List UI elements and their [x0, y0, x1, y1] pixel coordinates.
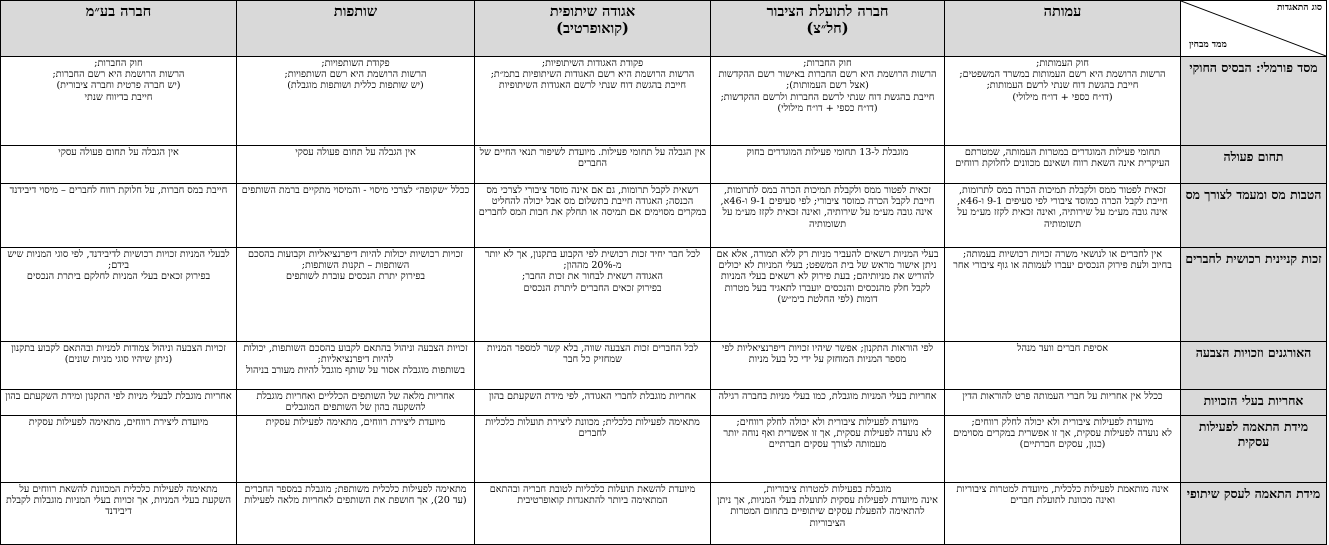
row-header: מידת התאמה לפעילות עסקית: [1181, 416, 1327, 483]
cell-text-line: הרשות הרושמת היא רשם האגודות השיתופיות בתמ״ת;: [490, 69, 695, 81]
cell-text-line: אין הגבלה על תחום פעולה עסקי: [295, 147, 416, 158]
column-subtitle: (קואופרטיב): [556, 20, 629, 37]
cell-text-line: לפי הוראות התקנון; אפשר שיהיו זכויות דיפרנציאליות לפי מספר המניות המוחזק על ידי כל בעל מניות: [721, 343, 934, 366]
table-cell-partnership: [237, 416, 475, 483]
cell-text-line: בפירוק זכאים בעלי המניות לחלקם ביתרת הנכסים: [26, 271, 211, 283]
table-row: [1, 390, 1327, 416]
table-cell-cooperative: [475, 342, 711, 390]
cell-text-line: מיועדת לפעילות ציבורית ולא יכולה לחלק רווחים;: [736, 417, 919, 428]
cell-text-line: מיועדת להשאת תועלות כלכליות לטובת חבריה ובהתאם המתאימה ביותר להתאגדות קואופרטיבית: [489, 484, 696, 507]
table-cell-cooperative: [475, 390, 711, 416]
cell-text-line: פקודת השותפויות;: [321, 58, 390, 69]
column-title: אגודה שיתופית: [549, 3, 636, 20]
cell-text-line: הרשות הרושמת היא רשם החברות באישור רשם ההקדשות (אצל רשם העמותות);: [718, 69, 937, 92]
cell-text-line: חוק החברות;: [803, 58, 852, 69]
column-header-chalatz: [711, 1, 945, 57]
table-cell-amuta: [945, 483, 1181, 545]
cell-text-line: מתאימה לפעילות כלכלית משותפת; מוגבלת במספר החברים (עד 20), אך חושפת את השותפים לאחריות מלאה לפעילות: [244, 484, 467, 507]
table-row: [1, 57, 1327, 146]
cell-text-line: מיועדת ליצירת רווחים, מתאימה לפעילות עסקית: [28, 417, 209, 428]
table-cell-amuta: [945, 390, 1181, 416]
table-cell-company: [1, 342, 237, 390]
cell-text-line: בפירוק יתרת הנכסים עוברת לשותפים: [285, 271, 426, 283]
cell-text-line: אחריות מוגבלת לבעלי מניות לפי התקנון ומידת השקעתם בהון: [5, 391, 232, 402]
table-row: [1, 248, 1327, 342]
table-cell-partnership: [237, 248, 475, 342]
cell-text-line: אין לחברים או לנושאי משרה זכויות רכושיות בעמותה;: [962, 249, 1163, 260]
column-title: חברה לתועלת הציבור: [766, 3, 889, 20]
cell-text-line: (דו״ח כספי + דו״ח מילולי): [777, 102, 878, 114]
cell-text-line: הרשות הרושמת היא רשם השותפויות;: [284, 69, 427, 81]
table-cell-partnership: [237, 483, 475, 545]
table-cell-amuta: [945, 146, 1181, 184]
cell-text-line: לא נועדה לפעילות עסקית, אך זו אפשרית ואף נוחה יותר מעמותה לצורך עסקים חברתיים: [723, 428, 932, 451]
table-cell-partnership: [237, 57, 475, 146]
cell-text-line: (דו״ח כספי + דו״ח מילולי): [1012, 91, 1113, 103]
table-cell-amuta: [945, 184, 1181, 248]
row-header: מסד פורמלי: הבסיס החוקי: [1181, 57, 1327, 146]
cell-text-line: לכל חבר יחיד זכות רכושית לפי הקבוע בתקנון, אך לא יותר מ-20% מההון;: [484, 249, 701, 272]
row-header: אחריות בעלי הזכויות: [1181, 390, 1327, 416]
cell-text-line: ככלל ״שקופה״ לצרכי מיסוי - והמיסוי מתקיים ברמת השותפים: [241, 185, 470, 196]
table-cell-cooperative: [475, 416, 711, 483]
cell-text-line: האגודה רשאית לבחור את זכות החבר;: [522, 271, 663, 283]
table-cell-company: [1, 146, 237, 184]
cell-text-line: מתאימה לפעילות כלכלית; מכוונת ליצירת תועלות כלכליות לחברים: [485, 417, 700, 440]
table-cell-chalatz: [711, 390, 945, 416]
cell-text-line: מתאימה לפעילות כלכלית המכוונת להשאת רווחים על השקעת בעלי המניות, אך זכויות בעלי המניות מוגבלות לקבלת דיבידנד: [6, 484, 231, 518]
table-cell-partnership: [237, 390, 475, 416]
header-row: [1, 1, 1327, 57]
cell-text-line: מיועדת ליצירת רווחים, מתאימה לפעילות עסקית: [265, 417, 446, 428]
row-header: זכות קניינית רכושית לחברים: [1181, 248, 1327, 342]
cell-text-line: אין הגבלה על תחומי פעילות. מיועדת לשיפור תנאי החיים של החברים: [479, 147, 706, 170]
cell-text-line: חייבת בהגשת דוח שנתי לרשם העמותות;: [986, 80, 1139, 92]
cell-text-line: אחריות בעלי המניות מוגבלת, כמו בעלי מניות בחברה רגילה: [718, 391, 937, 402]
cell-text-line: בחיוב ולעת פירוק הנכסים יעברו לעמותה או גוף ציבורי אחר: [953, 260, 1172, 272]
cell-text-line: אין הגבלה על תחום פעולה עסקי: [58, 147, 179, 158]
table-cell-company: [1, 57, 237, 146]
cell-text-line: אינה מיועדת לפעילות עסקית לתועלת בעלי המניות, אך ניתן להתאימה להפעלת עסקים שיתופיים בתחום המטרות הציבוריות: [717, 495, 938, 529]
cell-text-line: אסיפת חברים וועד מנהל: [1016, 343, 1109, 354]
table-cell-chalatz: [711, 342, 945, 390]
cell-text-line: זכאית לפטור ממס ולקבלת תמיכות הכרה במס לתרומות, חייבת לקבל הכרה כמוסד ציבורי; לפי סעיפים 9-1 ו-46א, אינה גובה מע״מ על שירותיה, ואינה זכאית לקזז מע״מ על תשומותיה: [720, 185, 935, 230]
table-cell-cooperative: [475, 248, 711, 342]
row-header: הטבות מס ומעמד לצורך מס: [1181, 184, 1327, 248]
table-cell-amuta: [945, 416, 1181, 483]
table-row: [1, 483, 1327, 545]
row-header: מידת התאמה לעסק שיתופי: [1181, 483, 1327, 545]
table-cell-chalatz: [711, 483, 945, 545]
table-cell-cooperative: [475, 146, 711, 184]
column-title: חברה בע״מ: [85, 3, 152, 20]
table-cell-chalatz: [711, 184, 945, 248]
table-cell-company: [1, 416, 237, 483]
cell-text-line: פקודת האגודות השיתופיות;: [541, 58, 644, 69]
table-cell-company: [1, 184, 237, 248]
cell-text-line: רשאית לקבל תרומות, גם אם אינה מוסד ציבורי לצרכי מס הכנסה; האגודה חייבת בתשלום מס אבל יכולה להחליט במקרים מסוימים אם תמיסה או תחלק את חבות המס לחברים: [478, 185, 707, 219]
cell-text-line: זכויות הצבעה וניהול בהתאם לקבוע בהסכם השותפות, יכולות להיות דיפרנציאליות;: [243, 343, 468, 366]
cell-text-line: בפירוק זכאים החברים ליתרת הנכסים: [523, 282, 662, 294]
column-subtitle: (חל״צ): [806, 20, 849, 37]
column-title: שותפות: [333, 3, 378, 20]
cell-text-line: זכאית לפטור ממס ולקבלת תמיכות הכרה במס לתרומות, חייבת לקבל הכרה כמוסד ציבורי לפי סעיפים 9-1 ו-46א, אינה גובה מע״מ על שירותיה, ואינה זכאית לקזז מע״מ על תשומותיה: [957, 185, 1168, 230]
cell-text-line: תחומי פעילות המוגדרים במטרות העמותה, שמטרתם העיקרית אינה השאת רווח ושאינם מכוונים לחלוקת רווחים: [955, 147, 1170, 170]
cell-text-line: לבעלי המניות זכויות רכושיות לדיבידנד, לפי סוגי המניות שיש בידם;: [7, 249, 230, 272]
cell-text-line: מוגבלת בפעילות למטרות ציבוריות,: [763, 484, 892, 495]
table-row: [1, 416, 1327, 483]
table-cell-cooperative: [475, 483, 711, 545]
table-row: [1, 184, 1327, 248]
table-row: [1, 342, 1327, 390]
row-header: תחום פעולה: [1181, 146, 1327, 184]
column-header-cooperative: [475, 1, 711, 57]
corner-dimension-label: ממד מבחין: [1189, 40, 1227, 50]
column-title: עמותה: [1043, 3, 1082, 20]
cell-text-line: אחריות מוגבלת לחברי האגודה, לפי מידת השקעתם בהון: [488, 391, 697, 402]
table-cell-company: [1, 248, 237, 342]
cell-text-line: ככלל אין אחריות על חברי העמותה פרט להוראות הדין: [962, 391, 1163, 402]
table-cell-cooperative: [475, 184, 711, 248]
table-cell-partnership: [237, 342, 475, 390]
table-cell-chalatz: [711, 146, 945, 184]
cell-text-line: זכויות רכושיות יכולות להיות דיפרנציאליות וקבועות בהסכם השותפות – תקנות השותפות;: [248, 249, 463, 272]
table-row: [1, 146, 1327, 184]
cell-text-line: אינה מותאמת לפעילות כלכלית, מיועדת למטרות ציבוריות ואינה מכוונת לתועלת חברים: [956, 484, 1169, 507]
column-header-company: [1, 1, 237, 57]
table-cell-partnership: [237, 146, 475, 184]
corner-type-label: סוג התאגדות: [1276, 3, 1322, 13]
row-header: האורגנים וזכויות הצבעה: [1181, 342, 1327, 390]
cell-text-line: חייבת במס חברות, על חלוקת רווח לחברים – מיסוי דיבידנד: [9, 185, 228, 196]
cell-text-line: (יש חברה פרטית וחברה ציבורית): [56, 80, 181, 92]
table-cell-amuta: [945, 57, 1181, 146]
table-cell-chalatz: [711, 248, 945, 342]
cell-text-line: (יש שותפות כללית ושותפות מוגבלת): [287, 80, 424, 92]
table-cell-chalatz: [711, 57, 945, 146]
table-cell-company: [1, 390, 237, 416]
cell-text-line: זכויות הצבעה וניהול צמודות למניות ובהתאם לקבוע בתקנון (ניתן שיהיו סוגי מניות שונים): [11, 343, 226, 366]
cell-text-line: חייבת בדיווח שנתי: [84, 91, 153, 103]
corner-header-cell: [1181, 1, 1327, 57]
table-cell-amuta: [945, 248, 1181, 342]
cell-text-line: לכל החברים זכות הצבעה שווה, בלא קשר למספר המניות שמחזיק כל חבר: [486, 343, 699, 366]
table-cell-company: [1, 483, 237, 545]
table-cell-partnership: [237, 184, 475, 248]
column-header-partnership: [237, 1, 475, 57]
cell-text-line: הרשות הרושמת היא רשם העמותות במשרד המשפטים;: [959, 69, 1166, 81]
cell-text-line: בעלי המניות רשאים להעביר מניות רק ללא תמורה, אלא אם ניתן אישור מראש של בית המשפט; בעלי המניות לא יכולים להוריש את מניותיהם; בעת פירוק לא רשאים בעלי המניות לקבל חלק מהנכסים והנכסים יועברו לתאגיד בעל מטרות דומות (לפי החלטת בימ״ש): [716, 249, 939, 305]
cell-text-line: מוגבלת ל-13 תחומי פעילות המוגדרים בחוק: [746, 147, 909, 158]
column-header-amuta: [945, 1, 1181, 57]
cell-text-line: חוק החברות;: [94, 58, 143, 69]
cell-text-line: אחריות מלאה של השותפים הכלליים ואחריות מוגבלת להשקעה בהון של השותפים המוגבלים: [256, 391, 455, 414]
table-cell-chalatz: [711, 416, 945, 483]
cell-text-line: לא נועדה לפעילות עסקית, אך זו אפשרית במקרים מסוימים (כגון, עסקים חברתיים): [953, 428, 1172, 451]
table-cell-cooperative: [475, 57, 711, 146]
cell-text-line: חייבת בהגשת דוח שנתי לרשם האגודות השיתופיות: [498, 80, 687, 92]
cell-text-line: חוק העמותות;: [1036, 58, 1089, 69]
table-cell-amuta: [945, 342, 1181, 390]
cell-text-line: חייבת בהגשת דוח שנתי לרשם החברות ולרשם ההקדשות;: [720, 91, 935, 103]
cell-text-line: בשותפות מוגבלת אסור על שותף מוגבל להיות מעורב בניהול: [246, 365, 465, 377]
cell-text-line: הרשות הרושמת היא רשם החברות;: [52, 69, 185, 81]
cell-text-line: מיועדת לפעילות ציבורית ולא יכולה לחלק רווחים;: [971, 417, 1154, 428]
